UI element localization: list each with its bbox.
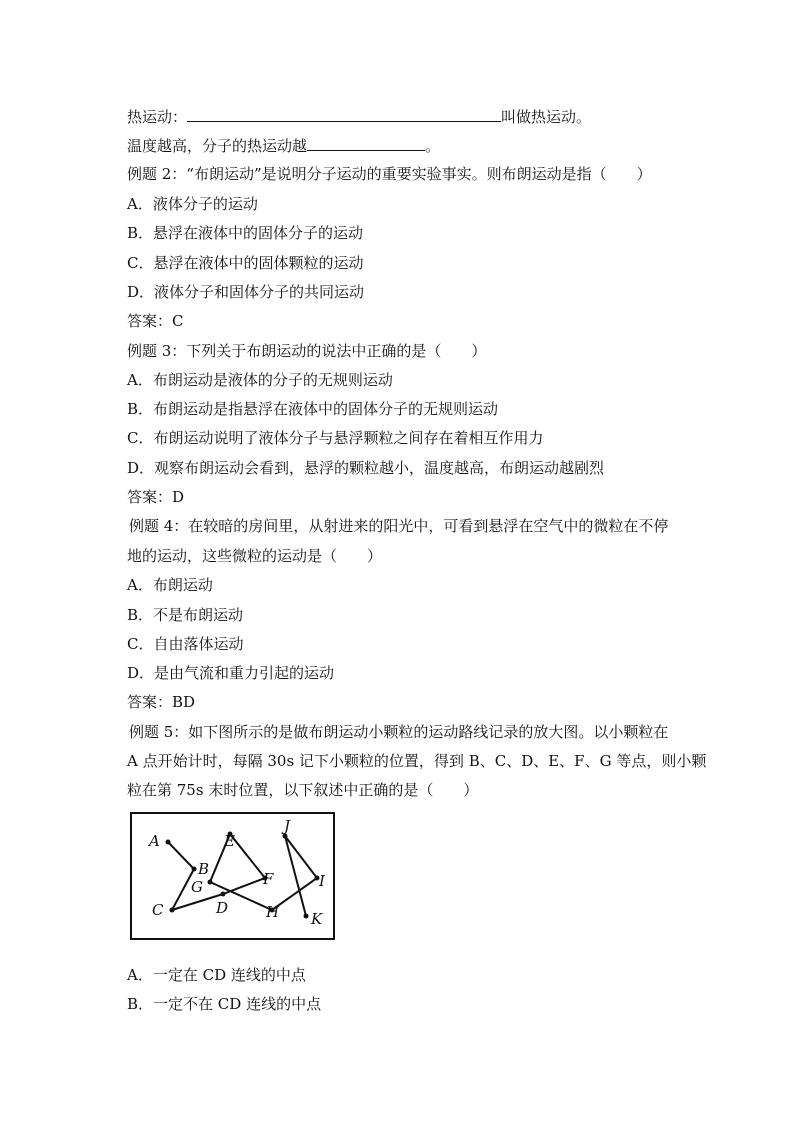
label-e: E xyxy=(224,832,235,850)
ex4-question-line1: 例题 4：在较暗的房间里，从射进来的阳光中，可看到悬浮在空气中的微粒在不停 xyxy=(129,517,669,535)
heat-motion-prefix: 热运动： xyxy=(127,108,188,126)
heat-motion-suffix: 叫做热运动。 xyxy=(501,108,592,126)
ex2-option-c: C．悬浮在液体中的固体颗粒的运动 xyxy=(127,254,364,272)
ex2-question: 例题 2：“布朗运动”是说明分子运动的重要实验事实。则布朗运动是指（ ） xyxy=(127,165,652,183)
point-a xyxy=(166,840,171,845)
ex4-option-b: B．不是布朗运动 xyxy=(127,606,244,624)
label-d: D xyxy=(216,899,229,917)
label-b: B xyxy=(198,860,210,878)
temperature-prefix: 温度越高，分子的热运动越 xyxy=(127,137,308,155)
ex2-answer: 答案：C xyxy=(127,312,184,330)
label-h: H xyxy=(266,903,280,921)
label-a: A xyxy=(149,832,160,850)
ex5-question-line1: 例题 5：如下图所示的是做布朗运动小颗粒的运动路线记录的放大图。以小颗粒在 xyxy=(129,723,669,741)
ex3-option-c: C．布朗运动说明了液体分子与悬浮颗粒之间存在着相互作用力 xyxy=(127,429,544,447)
particle-path xyxy=(168,834,317,916)
ex4-option-c: C．自由落体运动 xyxy=(127,635,244,653)
point-g xyxy=(208,880,213,885)
point-c xyxy=(170,908,175,913)
ex5-option-a: A．一定在 CD 连线的中点 xyxy=(127,966,306,984)
label-f: F xyxy=(263,870,274,888)
label-k: K xyxy=(311,910,323,928)
ex5-question-line2: A 点开始计时，每隔 30s 记下小颗粒的位置，得到 B、C、D、E、F、G 等点，则小颗 xyxy=(127,752,707,770)
point-k xyxy=(304,914,309,919)
ex4-option-d: D．是由气流和重力引起的运动 xyxy=(127,664,335,682)
temperature-blank[interactable] xyxy=(307,135,425,151)
brownian-path-figure xyxy=(130,812,335,940)
ex3-option-a: A．布朗运动是液体的分子的无规则运动 xyxy=(127,371,393,389)
ex3-option-d: D．观察布朗运动会看到，悬浮的颗粒越小，温度越高，布朗运动越剧烈 xyxy=(127,459,605,477)
label-i: I xyxy=(319,872,325,890)
ex5-question-line3: 粒在第 75s 末时位置，以下叙述中正确的是（ ） xyxy=(127,781,479,799)
ex2-option-a: A．液体分子的运动 xyxy=(127,195,258,213)
heat-motion-line xyxy=(127,106,591,127)
temperature-line xyxy=(127,135,440,156)
label-j: J xyxy=(284,817,291,835)
ex5-option-b: B．一定不在 CD 连线的中点 xyxy=(127,995,322,1013)
heat-motion-blank[interactable] xyxy=(187,106,501,122)
brownian-path-diagram xyxy=(130,812,335,940)
point-b xyxy=(192,867,197,872)
label-c: C xyxy=(152,901,164,919)
ex4-option-a: A．布朗运动 xyxy=(127,576,213,594)
label-g: G xyxy=(191,878,203,896)
temperature-suffix: 。 xyxy=(425,137,441,155)
point-d xyxy=(221,892,226,897)
ex3-answer: 答案：D xyxy=(127,488,185,506)
ex2-option-d: D．液体分子和固体分子的共同运动 xyxy=(127,283,365,301)
ex4-answer: 答案：BD xyxy=(127,693,196,711)
ex4-question-line2: 地的运动，这些微粒的运动是（ ） xyxy=(127,547,383,565)
ex3-option-b: B．布朗运动是指悬浮在液体中的固体分子的无规则运动 xyxy=(127,400,499,418)
ex2-option-b: B．悬浮在液体中的固体分子的运动 xyxy=(127,224,364,242)
ex3-question: 例题 3：下列关于布朗运动的说法中正确的是（ ） xyxy=(127,342,487,360)
